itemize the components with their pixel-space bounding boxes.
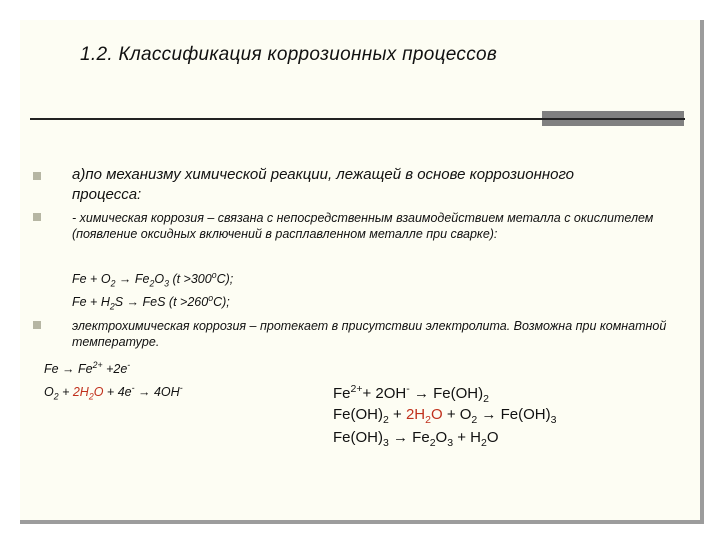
equation-rust-formation: $Fe(OH)_3 \to Fe_2O_3 + H_2O$ xyxy=(333,429,499,449)
bullet-marker xyxy=(33,172,41,180)
slide-shadow-bottom xyxy=(20,520,704,524)
slide-title: 1.2. Классификация коррозионных процессов xyxy=(80,44,498,65)
equation-fe-h2s: $Fe + H_2S$ → FeS $(t >260^oC)$; xyxy=(72,293,230,312)
bullet-marker xyxy=(33,213,41,221)
equation-fe-hydroxide-3: $Fe(OH)_2 + 2H_2O + O_2 \to Fe(OH)_3$ xyxy=(333,406,557,426)
title-divider xyxy=(30,118,685,120)
bullet-marker xyxy=(33,321,41,329)
bullet-mechanism: а)по механизму химической реакции, лежащей в основе коррозионного процесса: xyxy=(72,166,575,203)
bullet-chemical-corrosion: - химическая коррозия – связана с непосредственным взаимодействием металла с окислителем (появление оксидных включений в расплавленном металле при сварке): xyxy=(72,211,654,241)
equation-fe-oxidation: $Fe + O_2 \to Fe_2O_3$ $(t >300^oC)$; xyxy=(72,270,234,289)
equation-fe-hydroxide-2: $Fe^{2+}+ 2OH^- \to Fe(OH)_2$ xyxy=(333,383,489,405)
equation-oxygen-reduction: $O_2 + 2H_2O + 4e^- \to 4OH^-$ xyxy=(44,383,183,402)
equation-fe-ionization: $Fe \to Fe^{2+} +2e^-$ xyxy=(44,360,131,377)
bullet-electrochemical-corrosion: электрохимическая коррозия – протекает в присутствии электролита. Возможна при комнатной температуре. xyxy=(72,319,667,349)
slide-shadow-right xyxy=(700,20,704,522)
